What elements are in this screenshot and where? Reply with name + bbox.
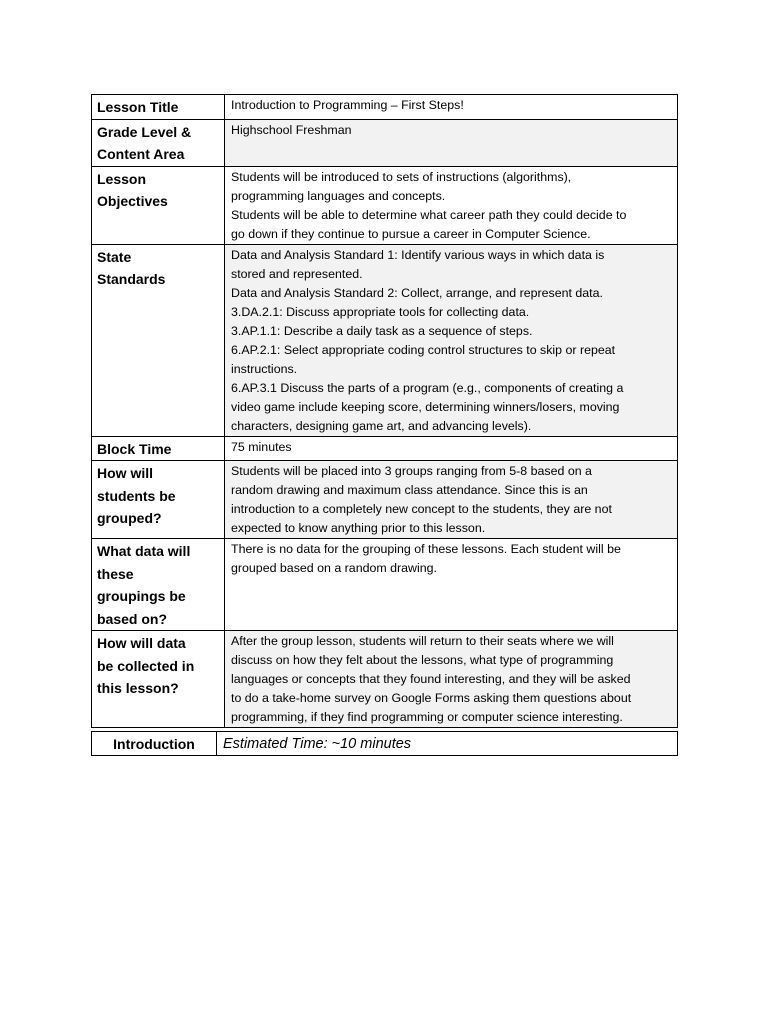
row-value-line: Students will be introduced to sets of instructions (algorithms),	[231, 169, 572, 184]
row-label-line: Block Time	[97, 440, 172, 457]
row-value-line: programming, if they find programming or computer science interesting.	[231, 710, 623, 724]
row-label-line: Standards	[97, 271, 166, 287]
row-label-line: How will	[97, 465, 153, 481]
row-value-line: languages or concepts that they found interesting, and they will be asked	[231, 672, 631, 686]
row-value-line: instructions.	[231, 361, 298, 376]
row-label	[92, 436, 225, 461]
row-value-line: grouped based on a random drawing.	[231, 561, 437, 575]
row-value-line: Students will be placed into 3 groups ranging from 5-8 based on a	[231, 464, 592, 478]
introduction-table	[91, 731, 678, 756]
row-label-line: Lesson	[97, 170, 147, 187]
row-value	[225, 244, 678, 436]
lesson-table-row	[92, 119, 678, 166]
row-value-line: 3.DA.2.1: Discuss appropriate tools for collecting data.	[231, 304, 530, 319]
row-label-line: Lesson Title	[97, 99, 179, 115]
row-label	[92, 244, 225, 436]
row-value	[225, 631, 678, 728]
row-value-line: characters, designing game art, and advancing levels).	[231, 418, 532, 433]
row-label	[92, 166, 225, 244]
row-value	[225, 119, 678, 166]
row-value-line: 6.AP.2.1: Select appropriate coding control structures to skip or repeat	[231, 342, 616, 357]
row-value	[225, 95, 678, 120]
row-label	[92, 539, 225, 631]
row-value-line: 75 minutes	[231, 439, 292, 454]
row-value	[225, 166, 678, 244]
row-label-line: State	[97, 248, 132, 265]
row-value-line: go down if they continue to pursue a career in Computer Science.	[231, 226, 591, 241]
row-label	[92, 631, 225, 728]
lesson-table-row	[92, 95, 678, 120]
row-label	[92, 95, 225, 120]
lesson-table-row	[92, 436, 678, 461]
row-value-line: programming languages and concepts.	[231, 188, 446, 203]
introduction-label: Introduction	[92, 732, 217, 756]
lesson-plan-table	[91, 94, 678, 728]
row-label-line: What data will	[97, 543, 191, 559]
row-label-line: Objectives	[97, 193, 168, 209]
row-label-line: students be	[97, 487, 176, 504]
lesson-table-row	[92, 244, 678, 436]
row-value	[225, 461, 678, 539]
row-value-line: There is no data for the grouping of these lessons. Each student will be	[231, 542, 621, 556]
row-label-line: How will data	[97, 635, 186, 651]
row-label-line: Content Area	[97, 146, 185, 162]
row-value-line: introduction to a completely new concept to the students, they are not	[231, 502, 612, 516]
row-value-line: Introduction to Programming – First Steps!	[231, 98, 464, 112]
row-value-line: After the group lesson, students will return to their seats where we will	[231, 634, 614, 648]
row-value-line: Data and Analysis Standard 1: Identify various ways in which data is	[231, 247, 605, 262]
row-value-line: Data and Analysis Standard 2: Collect, arrange, and represent data.	[231, 285, 603, 300]
row-label-line: be collected in	[97, 657, 195, 674]
lesson-table-row	[92, 166, 678, 244]
row-label-line: grouped?	[97, 510, 162, 526]
row-label	[92, 119, 225, 166]
row-value	[225, 539, 678, 631]
row-value-line: 3.AP.1.1: Describe a daily task as a sequence of steps.	[231, 323, 533, 338]
lesson-table-row	[92, 461, 678, 539]
row-value-line: to do a take-home survey on Google Forms asking them questions about	[231, 691, 632, 705]
introduction-estimated-time: Estimated Time: ~10 minutes	[217, 732, 678, 756]
row-value-line: Highschool Freshman	[231, 122, 352, 137]
row-value-line: Students will be able to determine what career path they could decide to	[231, 207, 627, 222]
row-label-line: this lesson?	[97, 680, 179, 696]
row-label-line: these	[97, 565, 134, 582]
row-label-line: Grade Level &	[97, 123, 192, 140]
row-label	[92, 461, 225, 539]
row-value-line: expected to know anything prior to this lesson.	[231, 521, 486, 535]
row-value-line: video game include keeping score, determining winners/losers, moving	[231, 399, 620, 414]
row-value-line: discuss on how they felt about the lessons, what type of programming	[231, 653, 614, 667]
row-value-line: stored and represented.	[231, 266, 363, 281]
lesson-table-row	[92, 539, 678, 631]
row-label-line: based on?	[97, 610, 168, 627]
row-value-line: random drawing and maximum class attendance. Since this is an	[231, 483, 588, 497]
row-value	[225, 436, 678, 461]
row-label-line: groupings be	[97, 588, 186, 604]
lesson-plan-body	[92, 95, 678, 728]
row-value-line: 6.AP.3.1 Discuss the parts of a program (e.g., components of creating a	[231, 380, 624, 395]
lesson-table-row	[92, 631, 678, 728]
introduction-row	[92, 732, 678, 756]
